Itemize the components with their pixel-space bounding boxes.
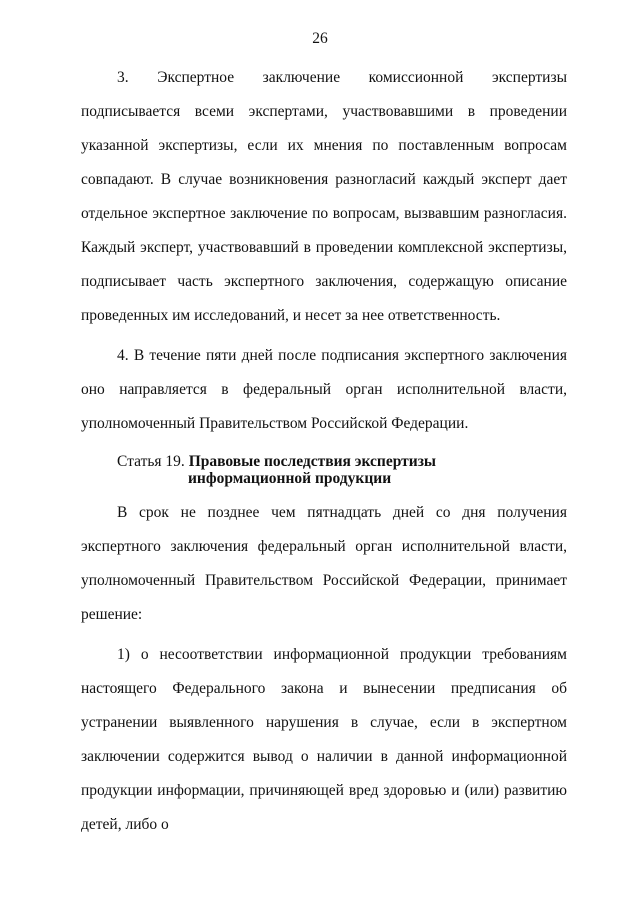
article-heading-line-1 (81, 453, 567, 470)
paragraph-3: 3. Экспертное заключение комиссионной экспертизы подписывается всеми экспертами, участвовавшими в проведении указанной экспертизы, если их мнения по поставленным вопросам совпадают. В случае возникновения разногласий каждый эксперт дает отдельное экспертное заключение по вопросам, вызвавшим разногласия. Каждый эксперт, участвовавший в проведении комплексной экспертизы, подписывает часть экспертного заключения, содержащую описание проведенных им исследований, и несет за нее ответственность. (81, 69, 567, 324)
article-prefix: Статья 19. (117, 453, 189, 470)
paragraph-item-1: 1) о несоответствии информационной продукции требованиям настоящего Федерального закона и вынесении предписания об устранении выявленного нарушения в случае, если в экспертном заключении содержится вывод о наличии в данной информационной продукции информации, причиняющей вред здоровью и (или) развитию детей, либо о (81, 646, 567, 833)
article-title-part-2: информационной продукции (188, 470, 392, 487)
page-number: 26 (312, 30, 328, 47)
document-body (81, 61, 567, 842)
article-heading (81, 445, 567, 496)
paragraph-intro: В срок не позднее чем пятнадцать дней со дня получения экспертного заключения федеральный орган исполнительной власти, уполномоченный Правительством Российской Федерации, принимает решение: (81, 504, 567, 623)
paragraph-4: 4. В течение пяти дней после подписания экспертного заключения оно направляется в федеральный орган исполнительной власти, уполномоченный Правительством Российской Федерации. (81, 347, 567, 432)
article-title-part-1: Правовые последствия экспертизы (188, 453, 437, 470)
